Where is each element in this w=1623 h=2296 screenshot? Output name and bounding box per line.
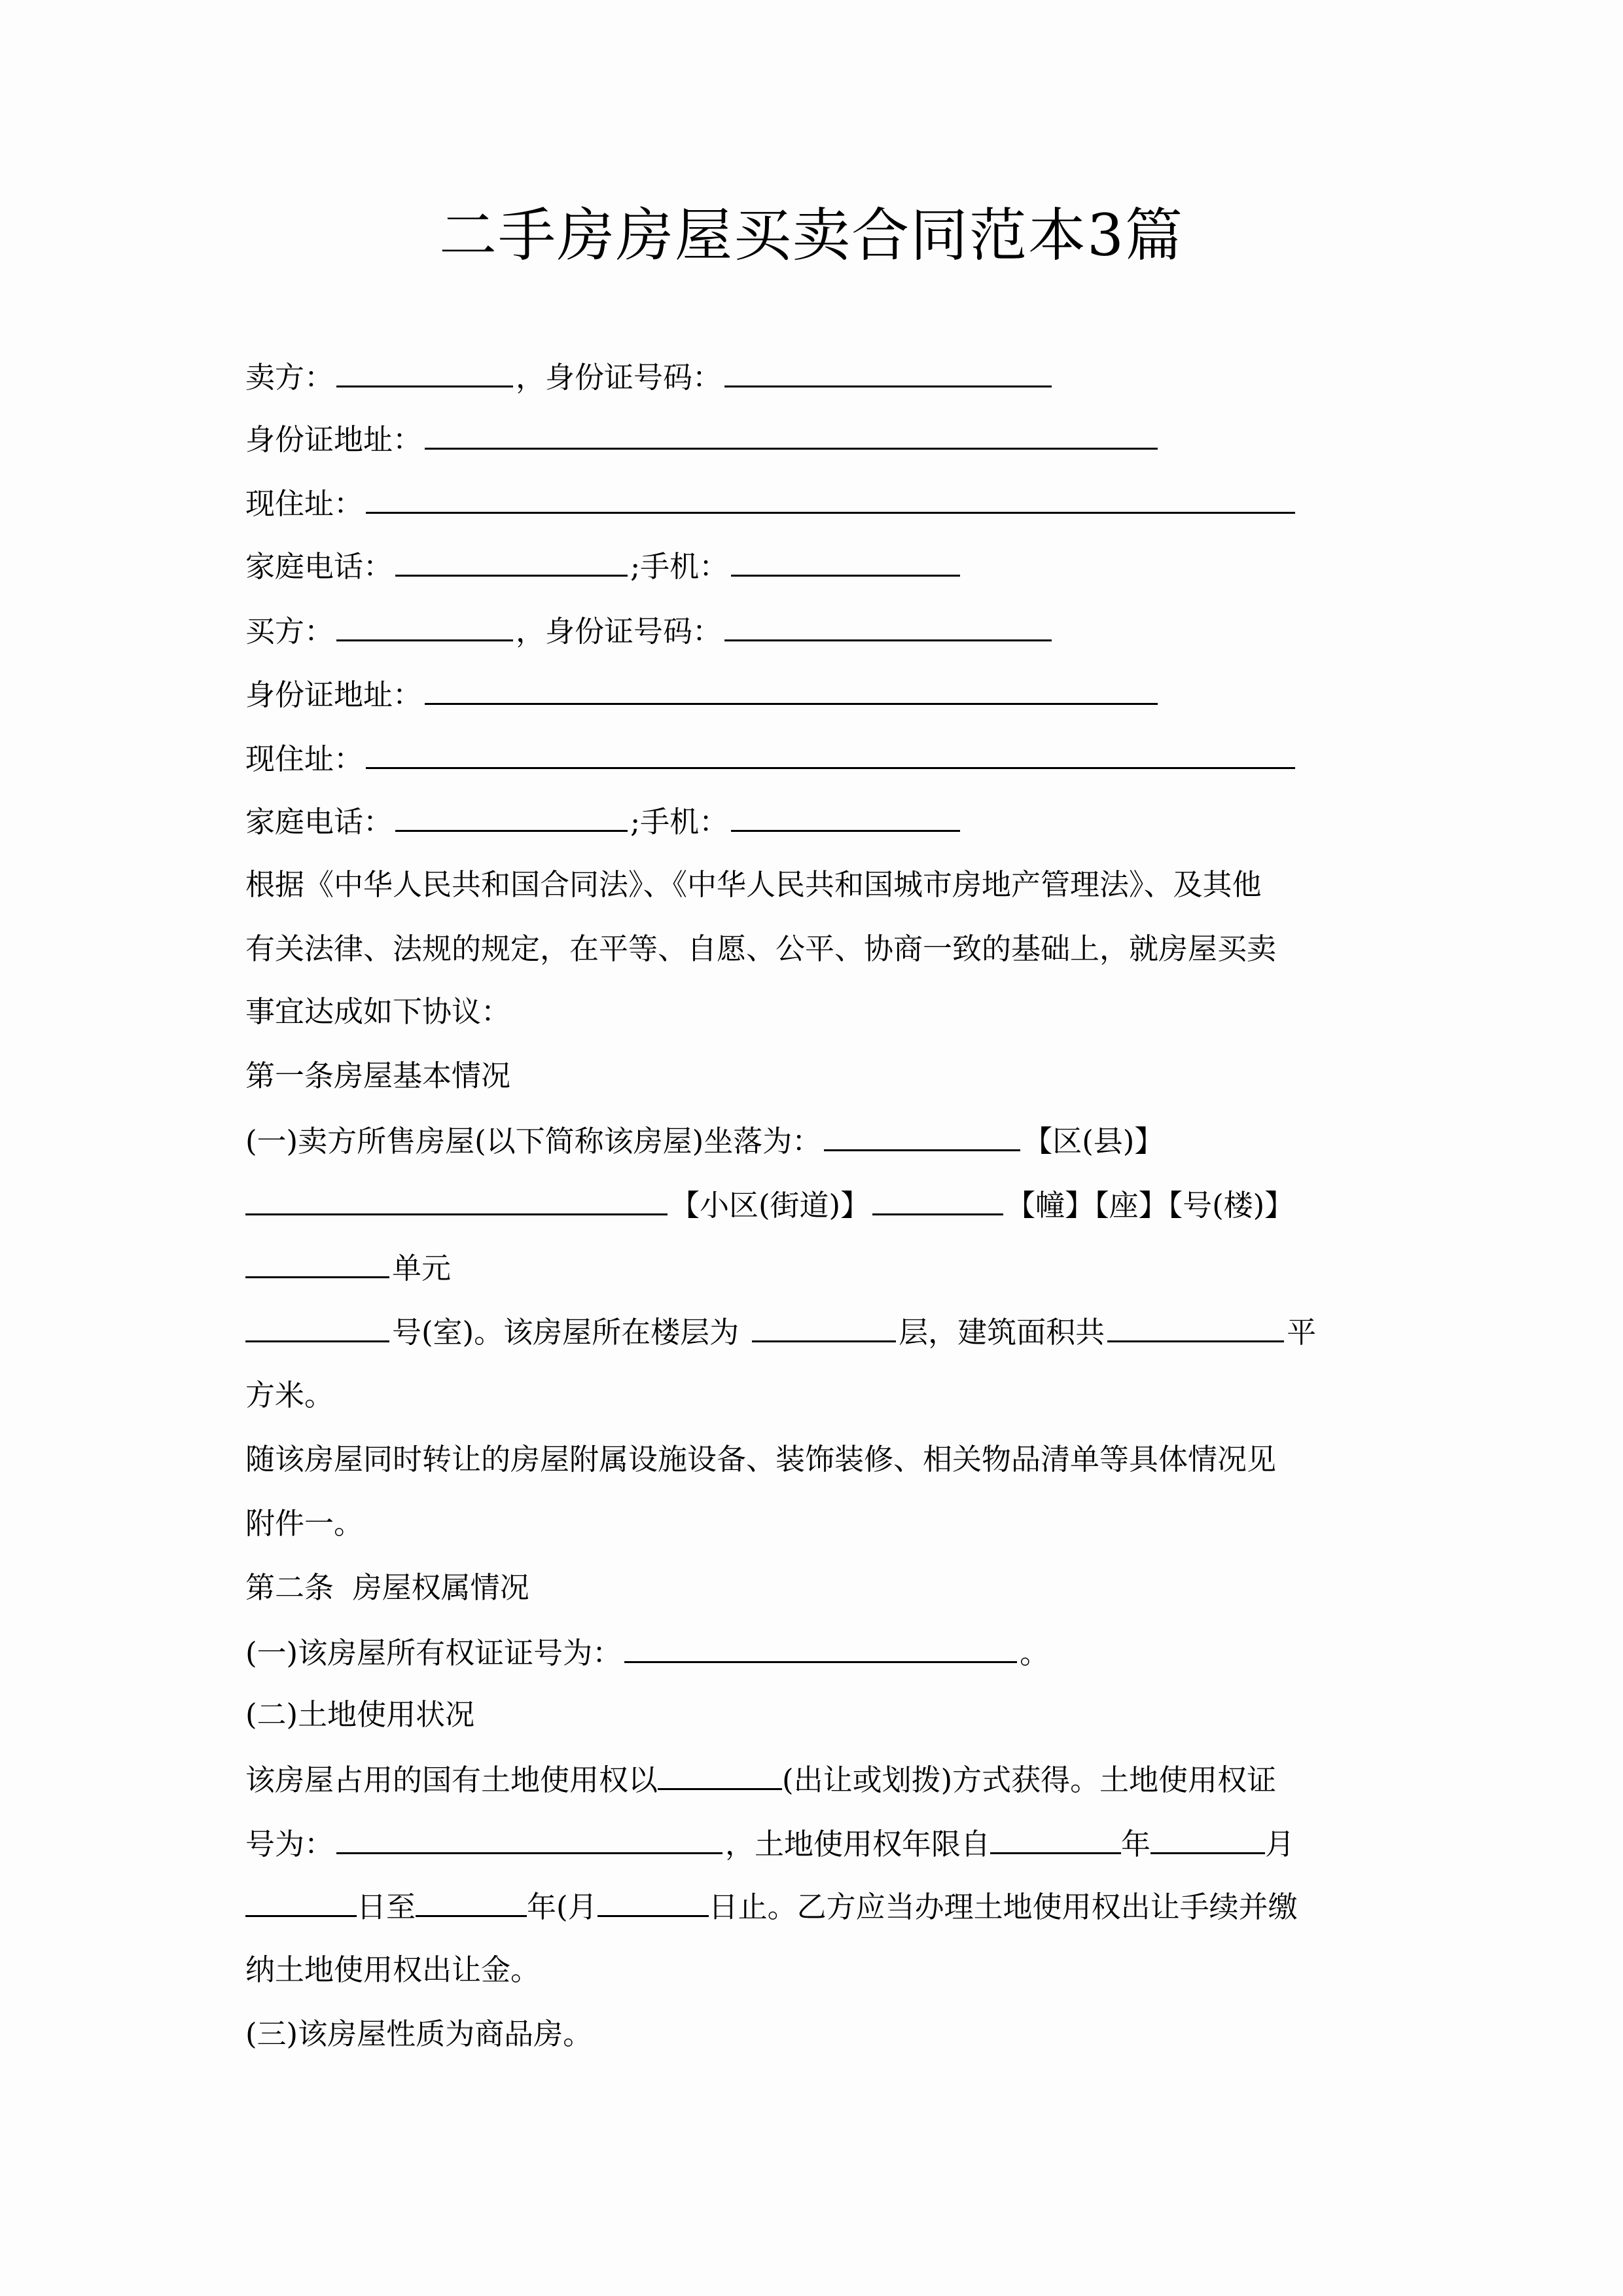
buyer-name-field[interactable] xyxy=(336,611,513,641)
land-row-2 xyxy=(245,1823,1294,1864)
room-field[interactable] xyxy=(245,1312,389,1342)
year-label: 年 xyxy=(1121,1827,1151,1861)
seller-id-label: ，身份证号码： xyxy=(516,360,722,395)
end-day-field[interactable] xyxy=(597,1886,709,1917)
land-acquire-label: 该房屋占用的国有土地使用权以 xyxy=(245,1763,658,1797)
start-day-field[interactable] xyxy=(245,1886,357,1917)
buyer-id-label: ，身份证号码： xyxy=(516,614,722,649)
seller-home-phone-field[interactable] xyxy=(395,546,628,577)
floor-label: 层，建筑面积共 xyxy=(899,1315,1105,1350)
article2-cert-row xyxy=(245,1632,1049,1673)
article1-attachments-2: 附件一。 xyxy=(245,1506,364,1541)
start-month-field[interactable] xyxy=(1150,1823,1265,1854)
preamble-line-1: 根据《中华人民共和国合同法》、《中华人民共和国城市房地产管理法》、及其他 xyxy=(245,867,1262,902)
land-cert-label: 号为： xyxy=(245,1827,334,1861)
community-field[interactable] xyxy=(245,1185,668,1215)
buyer-current-address-label: 现住址： xyxy=(245,742,364,776)
article1-attachments-1: 随该房屋同时转让的房屋附属设施设备、装饰装修、相关物品清单等具体情况见 xyxy=(245,1442,1277,1477)
acquire-method-field[interactable] xyxy=(658,1759,782,1790)
buyer-current-address-row xyxy=(245,738,1298,779)
preamble-line-3: 事宜达成如下协议： xyxy=(245,994,511,1029)
seller-id-address-row xyxy=(245,419,1160,459)
buyer-home-phone-label: 家庭电话： xyxy=(245,804,393,839)
buyer-current-address-field[interactable] xyxy=(366,738,1295,769)
seller-name-field[interactable] xyxy=(336,357,513,387)
end-year-month-label: 年(月 xyxy=(527,1890,597,1924)
article2-heading: 第二条 房屋权属情况 xyxy=(245,1570,529,1605)
buyer-home-phone-field[interactable] xyxy=(395,801,628,832)
land-acquire-suffix: (出让或划拨)方式获得。土地使用权证 xyxy=(782,1763,1277,1797)
building-label: 【幢】【座】【号(楼)】 xyxy=(1006,1188,1294,1223)
property-nature: (三)该房屋性质为商品房。 xyxy=(245,2017,593,2051)
seller-current-address-row xyxy=(245,483,1298,524)
article1-area-unit: 方米。 xyxy=(245,1378,334,1412)
seller-name-row xyxy=(245,357,1054,397)
land-cert-field[interactable] xyxy=(336,1823,722,1854)
seller-id-field[interactable] xyxy=(724,357,1052,387)
buyer-id-address-field[interactable] xyxy=(425,674,1158,705)
land-row-1 xyxy=(245,1759,1276,1800)
page-title: 二手房房屋买卖合同范本3篇 xyxy=(439,202,1184,269)
building-field[interactable] xyxy=(872,1185,1003,1215)
seller-label: 卖方： xyxy=(245,360,334,395)
unit-field[interactable] xyxy=(245,1247,389,1278)
area-field[interactable] xyxy=(1107,1312,1284,1342)
floor-field[interactable] xyxy=(752,1312,896,1342)
month-label: 月 xyxy=(1265,1827,1295,1861)
seller-current-address-field[interactable] xyxy=(366,483,1295,514)
area-label: 平 xyxy=(1287,1315,1317,1350)
end-year-field[interactable] xyxy=(416,1886,527,1917)
land-term-label: ，土地使用权年限自 xyxy=(725,1827,991,1861)
buyer-label: 买方： xyxy=(245,614,334,649)
article1-room-row xyxy=(245,1312,1316,1352)
seller-current-address-label: 现住址： xyxy=(245,486,364,521)
buyer-phone-row xyxy=(245,801,963,842)
start-year-field[interactable] xyxy=(990,1823,1121,1854)
article1-community-row xyxy=(245,1185,1294,1225)
buyer-mobile-label: ;手机： xyxy=(630,804,729,839)
cert-field[interactable] xyxy=(624,1632,1017,1663)
district-field[interactable] xyxy=(824,1121,1020,1151)
cert-end: 。 xyxy=(1020,1636,1050,1670)
buyer-id-address-row xyxy=(245,674,1160,715)
community-label: 【小区(街道)】 xyxy=(670,1188,870,1223)
buyer-name-row xyxy=(245,611,1054,651)
unit-label: 单元 xyxy=(392,1251,452,1285)
seller-mobile-field[interactable] xyxy=(731,546,960,577)
cert-label: (一)该房屋所有权证证号为： xyxy=(245,1636,622,1670)
day-to-label: 日至 xyxy=(357,1890,416,1924)
article1-location-row xyxy=(245,1121,1164,1161)
land-row-3 xyxy=(245,1886,1298,1927)
seller-home-phone-label: 家庭电话： xyxy=(245,549,393,584)
district-label: 【区(县)】 xyxy=(1023,1124,1164,1158)
article1-unit-row xyxy=(245,1247,451,1288)
seller-mobile-label: ;手机： xyxy=(630,549,729,584)
day-end-label: 日止。乙方应当办理土地使用权出让手续并缴 xyxy=(708,1890,1298,1924)
land-heading: (二)土地使用状况 xyxy=(245,1697,475,1732)
article1-heading: 第一条房屋基本情况 xyxy=(245,1058,511,1093)
seller-id-address-label: 身份证地址： xyxy=(245,422,423,457)
land-row-4: 纳土地使用权出让金。 xyxy=(245,1952,541,1987)
seller-phone-row xyxy=(245,546,963,586)
buyer-id-field[interactable] xyxy=(724,611,1052,641)
room-label: 号(室)。该房屋所在楼层为 xyxy=(392,1315,740,1350)
buyer-mobile-field[interactable] xyxy=(731,801,960,832)
seller-id-address-field[interactable] xyxy=(425,419,1158,450)
preamble-line-2: 有关法律、法规的规定，在平等、自愿、公平、协商一致的基础上，就房屋买卖 xyxy=(245,931,1277,966)
buyer-id-address-label: 身份证地址： xyxy=(245,677,423,712)
location-label: (一)卖方所售房屋(以下简称该房屋)坐落为： xyxy=(245,1124,822,1158)
